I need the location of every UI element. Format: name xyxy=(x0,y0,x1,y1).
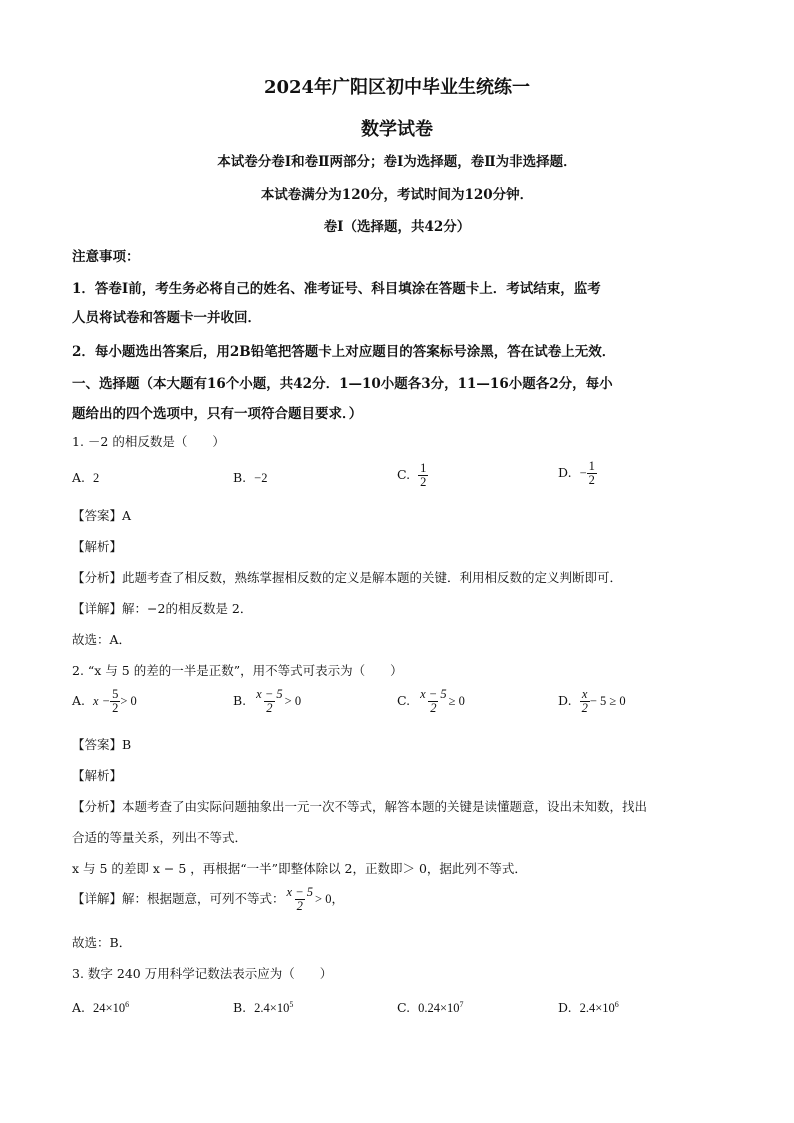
option-label: B. xyxy=(233,1000,247,1016)
q1-detail xyxy=(72,599,252,617)
q1-option-a xyxy=(72,470,99,486)
fenxi-label: 【分析】 xyxy=(72,799,123,814)
option-label: C. xyxy=(397,693,411,709)
expr-part: > 0 xyxy=(284,694,302,709)
exam-info-3: 卷Ⅰ（选择题，共42分） xyxy=(323,219,471,235)
fraction xyxy=(285,886,315,913)
note-1b: 人员将试卷和答题卡一并收回． xyxy=(72,310,261,326)
numerator: x xyxy=(581,687,588,701)
q2-answer xyxy=(72,735,131,753)
q1-stem: 1. －2 的相反数是（ ） xyxy=(72,434,225,449)
fraction xyxy=(254,688,284,715)
expr-part: − 5 ≥ 0 xyxy=(589,694,626,709)
numerator: 5 xyxy=(112,687,119,701)
option-label: B. xyxy=(233,693,247,709)
option-value: 2 xyxy=(93,471,100,485)
answer-value: B xyxy=(122,737,132,752)
note-1a: 1．答卷Ⅰ前，考生务必将自己的姓名、准考证号、科目填涂在答题卡上．考试结束，监考 xyxy=(72,281,601,297)
choose-value: B． xyxy=(109,935,132,950)
q2-option-c xyxy=(397,688,465,715)
denominator: 2 xyxy=(581,701,588,716)
fraction xyxy=(418,462,428,489)
q3-stem: 3. 数字 240 万用科学记数法表示应为（ ） xyxy=(72,966,333,981)
exponent: 5 xyxy=(289,1000,294,1009)
numerator: 1 xyxy=(420,461,427,475)
q2-option-a xyxy=(72,688,137,715)
section-header-2: 题给出的四个选项中，只有一项符合题目要求．） xyxy=(72,406,363,422)
detail-label: 【详解】 xyxy=(72,891,123,907)
expr-part: 2.4×10 xyxy=(254,1001,290,1016)
note-2: 2．每小题选出答案后，用2B铅笔把答题卡上对应题目的答案标号涂黑，答在试卷上无效． xyxy=(72,344,616,360)
q3-option-a xyxy=(72,1000,129,1016)
detail-text: 解：−2的相反数是 2． xyxy=(122,601,253,616)
exponent: 6 xyxy=(125,1000,130,1009)
q1-option-c xyxy=(397,462,428,489)
numerator: x − 5 xyxy=(256,687,283,701)
q1-choose xyxy=(72,630,131,648)
q2-explain: x 与 5 的差即 x − 5 ，再根据“一半”即整体除以 2，正数即＞ 0，据此列不等式． xyxy=(72,861,527,876)
option-label: D. xyxy=(558,465,572,481)
answer-value: A xyxy=(122,508,132,523)
choose-value: A． xyxy=(109,632,132,647)
option-label: A. xyxy=(72,693,86,709)
q1-option-d xyxy=(558,460,597,487)
answer-label: 【答案】 xyxy=(72,508,123,523)
exponent: 6 xyxy=(614,1000,619,1009)
q3-option-d xyxy=(558,1000,619,1016)
fraction xyxy=(110,688,120,715)
expr-part: > 0 xyxy=(120,694,137,709)
minus-sign: − xyxy=(579,466,587,481)
fenxi-text: 此题考查了相反数，熟练掌握相反数的定义是解本题的关键．利用相反数的定义判断即可． xyxy=(122,570,623,585)
fraction xyxy=(580,688,590,715)
q3-option-c xyxy=(397,1000,464,1016)
q2-fenxi-2: 合适的等量关系，列出不等式． xyxy=(72,830,248,845)
denominator: 2 xyxy=(266,701,273,716)
expr-part: > 0， xyxy=(315,892,344,907)
denominator: 2 xyxy=(420,475,427,490)
option-label: A. xyxy=(72,1000,86,1016)
answer-label: 【答案】 xyxy=(72,737,123,752)
q2-stem: 2. “x 与 5 的差的一半是正数”，用不等式可表示为（ ） xyxy=(72,663,403,678)
choose-label: 故选： xyxy=(72,632,110,647)
detail-text: 解：根据题意，可列不等式： xyxy=(122,891,285,907)
expr-part: 0.24×10 xyxy=(418,1001,460,1016)
detail-label: 【详解】 xyxy=(72,601,123,616)
q2-detail xyxy=(72,886,344,913)
numerator: 1 xyxy=(588,459,595,473)
q1-analysis-label: 【解析】 xyxy=(72,539,123,554)
option-label: B. xyxy=(233,470,247,485)
expr-part: ≥ 0 xyxy=(448,694,465,709)
denominator: 2 xyxy=(588,473,595,488)
page-subtitle: 数学试卷 xyxy=(361,119,433,140)
q2-fenxi-1 xyxy=(72,797,647,815)
option-label: A. xyxy=(72,470,86,485)
denominator: 2 xyxy=(430,701,437,716)
fenxi-label: 【分析】 xyxy=(72,570,123,585)
numerator: x − 5 xyxy=(286,885,314,899)
q2-analysis-label: 【解析】 xyxy=(72,768,123,783)
option-label: D. xyxy=(558,1000,572,1016)
exam-info-1: 本试卷分卷Ⅰ和卷Ⅱ两部分；卷Ⅰ为选择题，卷Ⅱ为非选择题． xyxy=(217,154,577,170)
expr-part: 2.4×10 xyxy=(579,1001,615,1016)
numerator: x − 5 xyxy=(420,687,447,701)
choose-label: 故选： xyxy=(72,935,110,950)
denominator: 2 xyxy=(112,701,119,716)
notes-title: 注意事项： xyxy=(72,249,140,265)
fraction xyxy=(418,688,448,715)
denominator: 2 xyxy=(296,899,303,914)
page-title: 2024年广阳区初中毕业生统练一 xyxy=(263,77,531,98)
option-value: −2 xyxy=(254,471,268,485)
exponent: 7 xyxy=(459,1000,464,1009)
option-label: C. xyxy=(397,467,411,483)
q1-answer xyxy=(72,506,131,524)
option-label: D. xyxy=(558,693,572,709)
expr-part: x − xyxy=(93,694,111,709)
q2-option-d xyxy=(558,688,626,715)
q1-option-b xyxy=(233,470,267,486)
fraction xyxy=(587,460,597,487)
fenxi-text: 本题考查了由实际问题抽象出一元一次不等式，解答本题的关键是读懂题意，设出未知数，找出 xyxy=(122,799,648,814)
q3-option-b xyxy=(233,1000,293,1016)
q2-choose xyxy=(72,933,131,951)
expr-part: 24×10 xyxy=(93,1001,126,1016)
q1-fenxi xyxy=(72,568,622,586)
exam-info-2: 本试卷满分为120分，考试时间为120分钟． xyxy=(260,187,534,203)
option-label: C. xyxy=(397,1000,411,1016)
q2-option-b xyxy=(233,688,301,715)
section-header-1: 一、选择题（本大题有16个小题，共42分．1—10小题各3分，11—16小题各2分，每小 xyxy=(72,376,613,392)
